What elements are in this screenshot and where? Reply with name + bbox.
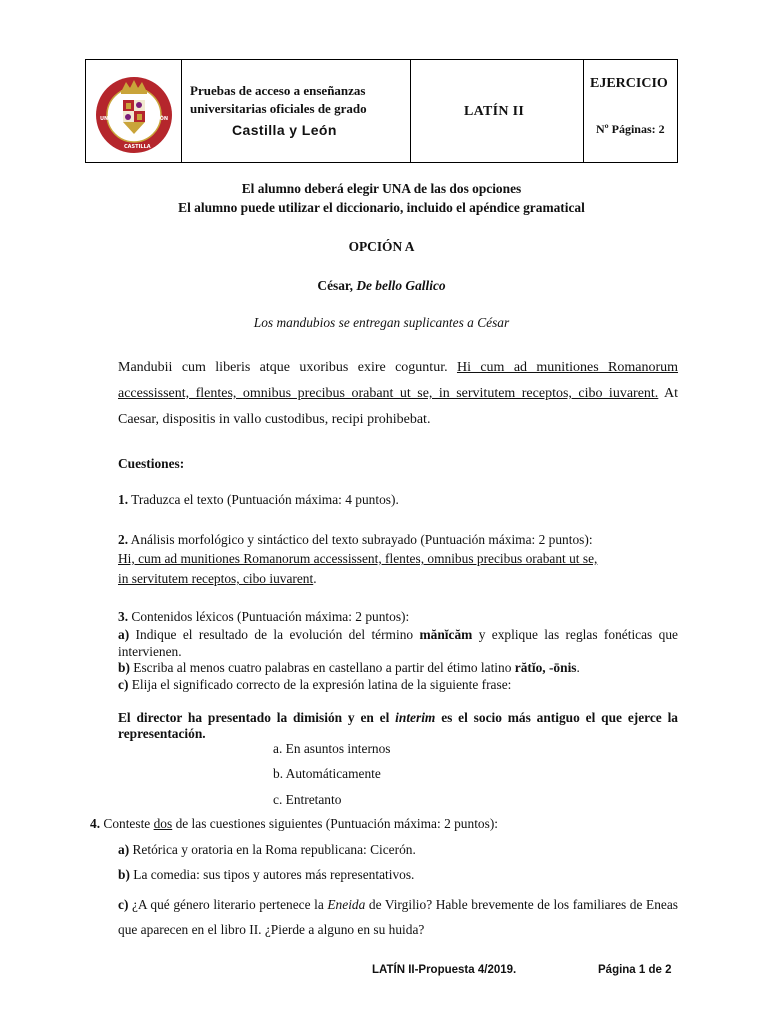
q2-quote-end: . [313, 571, 317, 586]
q3-sentence-term: interim [395, 710, 436, 725]
q3c-text: Elija el significado correcto de la expresión latina de la siguiente frase: [128, 677, 512, 692]
instruction-line2: El alumno puede utilizar el diccionario, incluido el apéndice gramatical [178, 200, 585, 215]
institution-line1: Pruebas de acceso a enseñanzas [190, 83, 366, 98]
q3a-text1: Indique el resultado de la evolución del término [129, 627, 420, 642]
question-1 [118, 492, 399, 508]
q3-item-c [118, 677, 511, 693]
question-3 [118, 609, 409, 625]
q3-sentence [118, 710, 678, 742]
seal-cell [86, 60, 182, 162]
q4-number: 4. [90, 816, 101, 831]
q2-quote-line1: Hi, cum ad munitiones Romanorum accessissent, flentes, omnibus precibus orabant ut se, [118, 551, 598, 566]
latin-text-underlined: Hi cum ad munitiones Romanorum accessissent, flentes, omnibus precibus orabant ut se, in servitutem receptos, cibo iuvarent. [118, 360, 679, 401]
university-seal-logo [86, 60, 182, 164]
q4c-label: c) [118, 897, 129, 912]
choice-a: a. En asuntos internos [273, 741, 391, 756]
region-name: Castilla y León [232, 122, 337, 138]
svg-text:CASTILLA: CASTILLA [124, 144, 151, 150]
q4c-text2: de Virgilio? Hable brevemente de los familiares de Eneas que aparecen en el libro II. ¿Pierde a alguno en su huida? [118, 897, 678, 937]
q1-number: 1. [118, 492, 129, 507]
latin-text [118, 355, 678, 433]
subject-title: LATÍN II [464, 104, 525, 119]
q3b-text: Escriba al menos cuatro palabras en castellano a partir del étimo latino [129, 660, 515, 675]
q3c-label: c) [118, 677, 129, 692]
q3a-text2: y explique las reglas fonéticas que intervienen. [118, 627, 678, 659]
footer-proposal: LATÍN II-Propuesta 4/2019. [372, 964, 517, 976]
q4c-text1: ¿A qué género literario pertenece la [128, 897, 328, 912]
exercise-label: EJERCICIO [590, 76, 668, 91]
q2-number: 2. [118, 532, 129, 547]
author-work [85, 278, 678, 294]
q3b-label: b) [118, 660, 130, 675]
choice-c: c. Entretanto [273, 792, 342, 807]
q2-text: Análisis morfológico y sintáctico del texto subrayado (Puntuación máxima: 2 puntos): [128, 532, 593, 547]
work-title: De bello Gallico [356, 278, 446, 293]
q4-text-underlined: dos [153, 816, 173, 831]
q4c-work: Eneida [327, 897, 366, 912]
option-heading: OPCIÓN A [348, 239, 415, 254]
q1-text: Traduzca el texto (Puntuación máxima: 4 puntos). [128, 492, 399, 507]
q3-sentence-part1: El director ha presentado la dimisión y en el [118, 710, 396, 725]
q4b-text: La comedia: sus tipos y autores más representativos. [129, 867, 415, 882]
footer-page: Página 1 de 2 [598, 964, 672, 976]
question-4 [90, 816, 498, 832]
q4-text2: de las cuestiones siguientes (Puntuación máxima: 2 puntos): [172, 816, 499, 831]
q3a-label: a) [118, 627, 130, 642]
q4-text1: Conteste [100, 816, 154, 831]
q3a-term: mănĭcăm [419, 627, 473, 642]
q4-item-a [118, 842, 416, 858]
author-name: César, [317, 278, 357, 293]
q3-sentence-part2: es el socio más antiguo el que ejerce la representación. [118, 710, 678, 741]
q4b-label: b) [118, 867, 130, 882]
q3-text: Contenidos léxicos (Puntuación máxima: 2 puntos): [128, 609, 410, 624]
institution-line2: universitarias oficiales de grado [190, 101, 367, 116]
q3-number: 3. [118, 609, 129, 624]
svg-text:UNIV: UNIV [100, 116, 114, 122]
instruction-line1: El alumno deberá elegir UNA de las dos opciones [241, 181, 522, 196]
q2-quote-line2 [118, 571, 317, 587]
institution-name [190, 82, 420, 118]
q3b-end: . [576, 660, 580, 675]
question-2 [118, 532, 593, 548]
q3-item-a [118, 626, 678, 660]
q4a-label: a) [118, 842, 130, 857]
q2-quote-line2-text: in servitutem receptos, cibo iuvarent [118, 571, 314, 586]
svg-text:LEÓN: LEÓN [153, 116, 169, 122]
q4-item-b [118, 867, 414, 883]
q4a-text: Retórica y oratoria en la Roma republicana: Cicerón. [129, 842, 416, 857]
questions-heading: Cuestiones: [118, 456, 185, 471]
choice-b: b. Automáticamente [273, 766, 381, 781]
q4-item-c [118, 892, 678, 942]
pages-label: Nº Páginas: 2 [596, 122, 665, 136]
latin-text-part2: At Caesar, dispositis in vallo custodibus, recipi prohibebat. [118, 386, 678, 427]
text-title: Los mandubios se entregan suplicantes a César [253, 315, 510, 330]
q3b-term: rătĭo, -ōnis [514, 660, 577, 675]
latin-text-part1: Mandubii cum liberis atque uxoribus exire coguntur. [118, 360, 457, 375]
q3-item-b [118, 660, 580, 676]
